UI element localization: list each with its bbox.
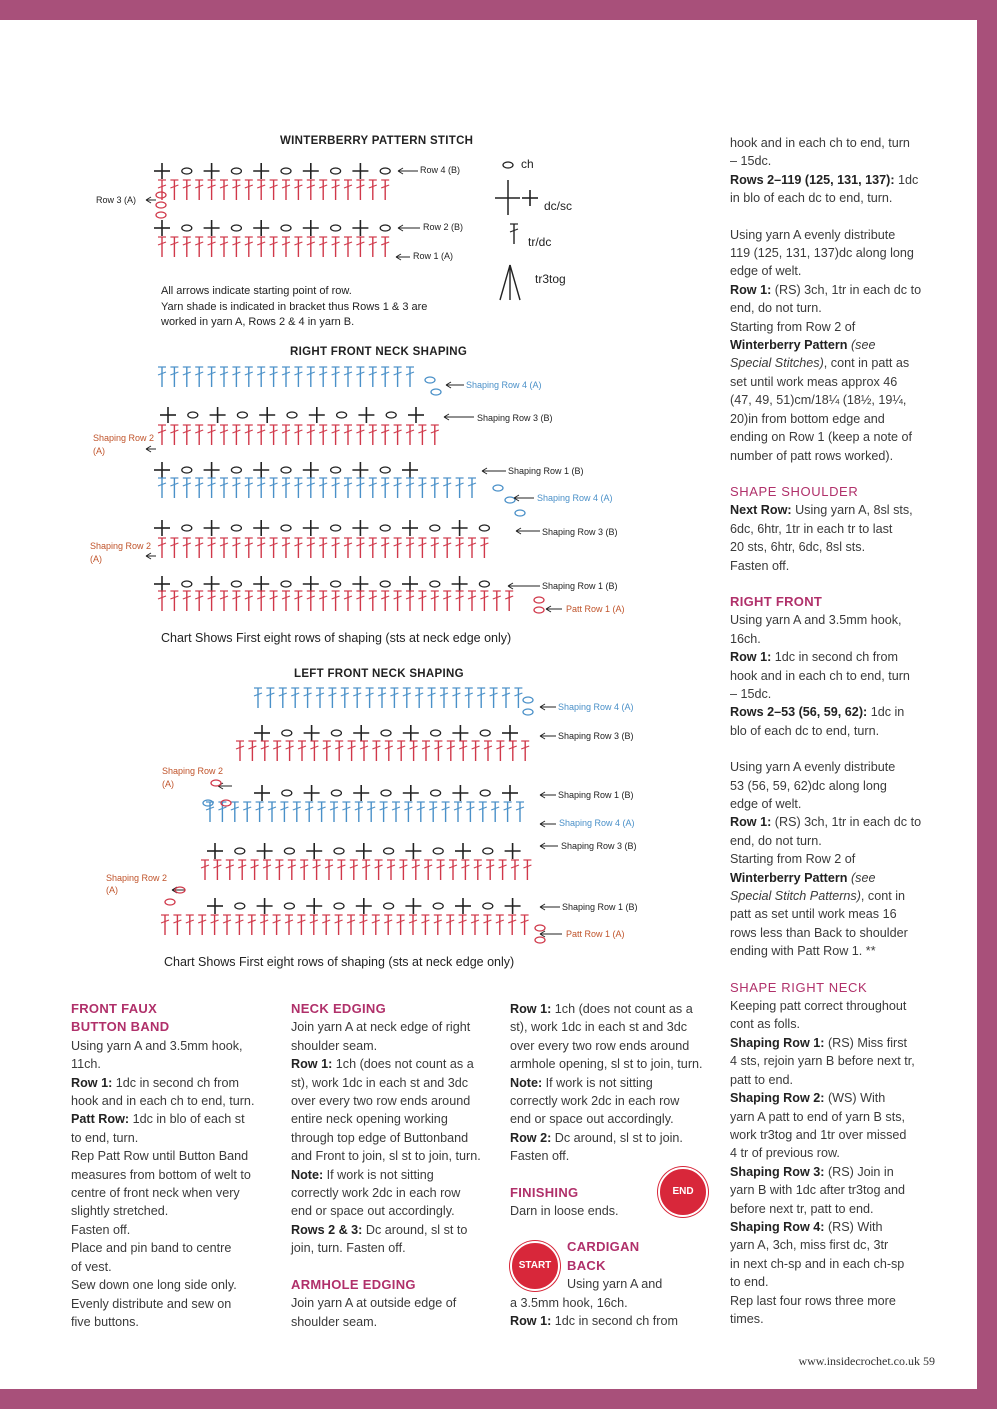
- text-line: ending on Row 1 (keep a note of: [730, 430, 913, 445]
- chain-stitch: [430, 525, 440, 531]
- text-line: st), work 1dc in each st and 3dc: [291, 1075, 469, 1090]
- chart3-label: Patt Row 1 (A): [566, 929, 625, 939]
- text-line: 4 tr of previous row.: [730, 1146, 840, 1161]
- chain-stitch: [281, 525, 291, 531]
- text-line: set until work meas approx 46: [730, 374, 898, 389]
- text-line: through top edge of Buttonband: [291, 1130, 469, 1145]
- text-line: over every two row ends around: [291, 1094, 471, 1109]
- text-line: slightly stretched.: [71, 1204, 169, 1219]
- column-neck-edging: [291, 1000, 496, 1331]
- text-line: entire neck opening working: [291, 1112, 448, 1127]
- chain-stitch: [381, 790, 391, 796]
- chain-stitch: [380, 581, 390, 587]
- text-line: number of patt rows worked).: [730, 448, 894, 463]
- text-line: work tr3tog and 1tr over missed: [730, 1127, 907, 1142]
- chain-stitch: [331, 581, 341, 587]
- chart2-label: Patt Row 1 (A): [566, 604, 625, 614]
- chain-stitch: [182, 168, 192, 174]
- chain-stitch: [287, 412, 297, 418]
- chain-stitch: [331, 467, 341, 473]
- text-line: Using yarn A and: [567, 1277, 663, 1292]
- text-line: Starting from Row 2 of: [730, 852, 856, 867]
- chain-stitch: [331, 225, 341, 231]
- heading-shape-shoulder: SHAPE SHOULDER: [730, 483, 859, 499]
- text-line: Row 1: 1dc in second ch from: [510, 1314, 678, 1329]
- text-line: and Front to join, sl st to join, turn.: [291, 1149, 481, 1164]
- chain-stitch: [535, 937, 545, 943]
- heading-finishing: FINISHING: [510, 1184, 579, 1200]
- key-ch: ch: [521, 157, 534, 171]
- chain-stitch: [284, 848, 294, 854]
- key-tr3tog: tr3tog: [535, 272, 566, 286]
- chart1-label: Row 4 (B): [420, 165, 461, 175]
- chain-stitch: [182, 525, 192, 531]
- chain-stitch: [535, 925, 545, 931]
- text-line: Starting from Row 2 of: [730, 319, 856, 334]
- text-line: Rep Patt Row until Button Band: [71, 1149, 249, 1164]
- chain-stitch: [331, 790, 341, 796]
- text-line: Shaping Row 2: (WS) With: [730, 1091, 886, 1106]
- chain-stitch: [523, 709, 533, 715]
- text-line: over every two row ends around: [510, 1038, 690, 1053]
- text-line: Note: If work is not sitting: [510, 1075, 653, 1090]
- text-line: Keeping patt correct throughout: [730, 999, 907, 1014]
- chain-stitch: [433, 848, 443, 854]
- chart2-label: (A): [93, 446, 105, 456]
- text-line: cont as folls.: [730, 1017, 800, 1032]
- chain-stitch: [231, 581, 241, 587]
- text-line: hook and in each ch to end, turn.: [71, 1094, 255, 1109]
- text-line: Using yarn A evenly distribute: [730, 227, 896, 242]
- text-line: patt to end.: [730, 1072, 794, 1087]
- chart3-label: Shaping Row 3 (B): [558, 731, 634, 741]
- text-line: armhole opening, sl st to join, turn.: [510, 1057, 703, 1072]
- chain-stitch: [231, 525, 241, 531]
- chain-stitch: [431, 389, 441, 395]
- text-line: centre of front neck when very: [71, 1186, 240, 1201]
- text-line: 119 (125, 131, 137)dc along long: [730, 246, 914, 261]
- text-line: Winterberry Pattern (see: [730, 870, 876, 885]
- text-line: Row 1: 1dc in second ch from: [71, 1075, 239, 1090]
- text-line: Rows 2–53 (56, 59, 62): 1dc in: [730, 705, 905, 720]
- chart3-caption: Chart Shows First eight rows of shaping (sts at neck edge only): [164, 955, 515, 969]
- chart2-label: Shaping Row 2: [90, 541, 152, 551]
- text-line: Place and pin band to centre: [71, 1241, 232, 1256]
- chain-stitch: [182, 225, 192, 231]
- text-line: Rows 2–119 (125, 131, 137): 1dc: [730, 172, 919, 187]
- chart2-label: Shaping Row 4 (A): [537, 493, 613, 503]
- text-line: Fasten off.: [71, 1222, 131, 1237]
- chain-stitch: [431, 730, 441, 736]
- text-line: Note: If work is not sitting: [291, 1167, 434, 1182]
- chain-stitch: [165, 899, 175, 905]
- text-line: Darn in loose ends.: [510, 1204, 619, 1219]
- text-line: yarn A patt to end of yarn B sts,: [730, 1109, 906, 1124]
- chart2-label: (A): [90, 554, 102, 564]
- text-line: five buttons.: [71, 1314, 139, 1329]
- chain-stitch: [188, 412, 198, 418]
- chain-stitch: [337, 412, 347, 418]
- text-line: Row 1: 1ch (does not count as a: [510, 1002, 693, 1016]
- text-line: shoulder seam.: [291, 1314, 378, 1329]
- chain-stitch: [381, 730, 391, 736]
- chain-stitch: [331, 168, 341, 174]
- chain-stitch: [235, 903, 245, 909]
- text-line: to end, turn.: [71, 1130, 139, 1145]
- text-line: st), work 1dc in each st and 3dc: [510, 1020, 688, 1035]
- text-line: – 15dc.: [730, 686, 772, 701]
- text-line: correctly work 2dc in each row: [291, 1186, 461, 1201]
- chart3-label: Shaping Row 3 (B): [561, 841, 637, 851]
- chart3-label: Shaping Row 2: [162, 766, 224, 776]
- start-badge: START: [510, 1241, 560, 1291]
- text-line: 53 (56, 59, 62)dc along long: [730, 778, 887, 793]
- text-line: Shaping Row 3: (RS) Join in: [730, 1164, 894, 1179]
- text-line: 20 sts, 6htr, 6dc, 8sl sts.: [730, 540, 866, 555]
- chart2-label: Shaping Row 2: [93, 433, 155, 443]
- text-line: ending with Patt Row 1. **: [730, 944, 876, 959]
- text-line: edge of welt.: [730, 797, 802, 811]
- chain-stitch: [431, 790, 441, 796]
- chain-stitch: [334, 848, 344, 854]
- heading-back: BACK: [567, 1257, 606, 1273]
- chart3-label: (A): [106, 885, 118, 895]
- text-line: in blo of each dc to end, turn.: [730, 191, 893, 206]
- text-line: Shaping Row 4: (RS) With: [730, 1219, 883, 1234]
- chart3-label: Shaping Row 4 (A): [558, 702, 634, 712]
- text-line: Rows 2 & 3: Dc around, sl st to: [291, 1222, 468, 1237]
- chain-stitch: [433, 903, 443, 909]
- text-line: end, do not turn.: [730, 301, 822, 316]
- chain-stitch: [231, 467, 241, 473]
- text-line: end, do not turn.: [730, 833, 822, 848]
- right-front-title: RIGHT FRONT NECK SHAPING: [290, 346, 468, 358]
- text-line: Using yarn A evenly distribute: [730, 760, 896, 775]
- text-line: Join yarn A at neck edge of right: [291, 1020, 471, 1035]
- heading-cardigan: CARDIGAN: [567, 1239, 640, 1255]
- text-line: in next ch-sp and in each ch-sp: [730, 1256, 905, 1271]
- end-badge: END: [658, 1167, 708, 1217]
- text-line: Row 1: 1dc in second ch from: [730, 650, 898, 665]
- chain-stitch: [534, 597, 544, 603]
- chain-stitch: [480, 730, 490, 736]
- text-line: blo of each dc to end, turn.: [730, 723, 880, 738]
- heading-button-band: BUTTON BAND: [71, 1019, 170, 1035]
- footer-url-page: www.insidecrochet.co.uk 59: [798, 1354, 935, 1368]
- heading-neck-edging: NECK EDGING: [291, 1001, 387, 1016]
- text-line: yarn B with 1dc after tr3tog and: [730, 1183, 906, 1198]
- text-line: hook and in each ch to end, turn: [730, 136, 910, 150]
- text-line: 4 sts, rejoin yarn B before next tr,: [730, 1054, 915, 1069]
- chain-stitch: [281, 225, 291, 231]
- text-line: measures from bottom of welt to: [71, 1167, 251, 1182]
- chain-stitch: [479, 525, 489, 531]
- text-line: Evenly distribute and sew on: [71, 1296, 232, 1311]
- key-tr3tog: [510, 265, 520, 300]
- chart1-note: All arrows indicate starting point of row. Yarn shade is indicated in bracket thus Rows 1 & 3 are worked in yarn A, Rows 2 & 4 in yarn B.: [161, 285, 428, 328]
- text-line: end or space out accordingly.: [291, 1204, 455, 1219]
- chain-stitch: [282, 730, 292, 736]
- text-line: times.: [730, 1311, 764, 1326]
- chain-stitch: [231, 225, 241, 231]
- chain-stitch: [334, 903, 344, 909]
- chart2-label: Shaping Row 3 (B): [542, 527, 618, 537]
- key-tr3tog: [500, 265, 510, 300]
- chart1-label: Row 1 (A): [413, 251, 454, 261]
- chain-stitch: [479, 581, 489, 587]
- text-line: Rep last four rows three more: [730, 1293, 896, 1308]
- text-line: hook and in each ch to end, turn: [730, 668, 910, 683]
- text-line: edge of welt.: [730, 264, 802, 279]
- text-line: correctly work 2dc in each row: [510, 1094, 680, 1109]
- text-line: Row 1: (RS) 3ch, 1tr in each dc to: [730, 815, 922, 830]
- heading-armhole-edging: ARMHOLE EDGING: [291, 1276, 416, 1292]
- chain-stitch: [503, 162, 513, 168]
- text-line: Using yarn A and 3.5mm hook,: [730, 613, 902, 628]
- chart3-label: Shaping Row 2: [106, 873, 168, 883]
- chain-stitch: [505, 497, 515, 503]
- text-line: Fasten off.: [510, 1149, 570, 1164]
- text-line: patt as set until work meas 16: [730, 907, 897, 922]
- text-line: end or space out accordingly.: [510, 1112, 674, 1127]
- chain-stitch: [331, 525, 341, 531]
- text-line: join, turn. Fasten off.: [291, 1241, 406, 1256]
- chain-stitch: [331, 730, 341, 736]
- text-line: Special Stitch Patterns), cont in: [730, 889, 906, 904]
- chain-stitch: [281, 581, 291, 587]
- chain-stitch: [384, 848, 394, 854]
- key-tr: tr/dc: [528, 235, 552, 249]
- chain-stitch: [281, 168, 291, 174]
- key-dc: dc/sc: [544, 199, 573, 213]
- chart1-label: Row 2 (B): [423, 222, 464, 232]
- chain-stitch: [386, 412, 396, 418]
- chain-stitch: [156, 202, 166, 208]
- chart1-label: Row 3 (A): [96, 195, 137, 205]
- text-line: 11ch.: [71, 1057, 101, 1072]
- text-line: yarn A, 3ch, miss first dc, 3tr: [730, 1238, 889, 1253]
- chain-stitch: [515, 510, 525, 516]
- text-line: Next Row: Using yarn A, 8sl sts,: [730, 503, 913, 518]
- chain-stitch: [384, 903, 394, 909]
- chart2-label: Shaping Row 1 (B): [542, 581, 618, 591]
- heading-right-front: RIGHT FRONT: [730, 593, 823, 609]
- chain-stitch: [235, 848, 245, 854]
- chart3-label: Shaping Row 1 (B): [562, 902, 638, 912]
- chart3-label: Shaping Row 1 (B): [558, 790, 634, 800]
- text-line: Using yarn A and 3.5mm hook,: [71, 1038, 243, 1053]
- chain-stitch: [380, 168, 390, 174]
- chain-stitch: [483, 903, 493, 909]
- chart2-label: Shaping Row 3 (B): [477, 413, 553, 423]
- chain-stitch: [156, 192, 166, 198]
- text-line: 6dc, 6htr, 1tr in each tr to last: [730, 521, 893, 536]
- text-line: before next tr, patt to end.: [730, 1201, 874, 1216]
- text-line: to end.: [730, 1275, 769, 1290]
- chain-stitch: [156, 212, 166, 218]
- chain-stitch: [231, 168, 241, 174]
- text-line: 16ch.: [730, 631, 761, 646]
- text-line: shoulder seam.: [291, 1038, 378, 1053]
- chain-stitch: [480, 790, 490, 796]
- text-line: Row 1: 1ch (does not count as a: [291, 1057, 474, 1072]
- text-line: Fasten off.: [730, 558, 790, 573]
- text-line: Row 1: (RS) 3ch, 1tr in each dc to: [730, 282, 922, 297]
- chart3-label: Shaping Row 4 (A): [559, 818, 635, 828]
- text-line: Special Stitches), cont in patt as: [730, 356, 910, 371]
- chain-stitch: [203, 800, 213, 806]
- text-line: Sew down one long side only.: [71, 1278, 237, 1293]
- text-line: 20)in from bottom edge and: [730, 411, 885, 426]
- text-line: Shaping Row 1: (RS) Miss first: [730, 1035, 908, 1050]
- text-line: rows less than Back to shoulder: [730, 925, 908, 940]
- text-line: Winterberry Pattern (see: [730, 338, 876, 353]
- chain-stitch: [211, 780, 221, 786]
- chain-stitch: [523, 697, 533, 703]
- text-line: Join yarn A at outside edge of: [291, 1296, 457, 1311]
- chain-stitch: [430, 581, 440, 587]
- text-line: – 15dc.: [730, 154, 772, 169]
- chain-stitch: [425, 377, 435, 383]
- text-line: (47, 49, 51)cm/18¼ (18½, 19¼,: [730, 393, 907, 408]
- winterberry-title: WINTERBERRY PATTERN STITCH: [280, 135, 474, 147]
- text-line: Patt Row: 1dc in blo of each st: [71, 1112, 245, 1127]
- column-back-right-front: [730, 134, 940, 1328]
- chart3-label: (A): [162, 779, 174, 789]
- text-line: a 3.5mm hook, 16ch.: [510, 1295, 628, 1310]
- column-faux-button-band: [71, 1000, 276, 1331]
- chain-stitch: [282, 790, 292, 796]
- chart2-label: Shaping Row 4 (A): [466, 380, 542, 390]
- chain-stitch: [182, 581, 192, 587]
- chain-stitch: [237, 412, 247, 418]
- chain-stitch: [281, 467, 291, 473]
- chain-stitch: [380, 225, 390, 231]
- chain-stitch: [534, 607, 544, 613]
- text-line: Row 2: Dc around, sl st to join.: [510, 1130, 683, 1145]
- chart2-caption: Chart Shows First eight rows of shaping (sts at neck edge only): [161, 631, 512, 645]
- chain-stitch: [483, 848, 493, 854]
- text-line: of vest.: [71, 1259, 112, 1274]
- chain-stitch: [284, 903, 294, 909]
- left-front-title: LEFT FRONT NECK SHAPING: [294, 668, 464, 680]
- chain-stitch: [380, 467, 390, 473]
- heading-shape-right-neck: SHAPE RIGHT NECK: [730, 979, 868, 995]
- chart2-label: Shaping Row 1 (B): [508, 466, 584, 476]
- chain-stitch: [380, 525, 390, 531]
- chain-stitch: [493, 485, 503, 491]
- chain-stitch: [182, 467, 192, 473]
- heading-front-faux: FRONT FAUX: [71, 1001, 158, 1016]
